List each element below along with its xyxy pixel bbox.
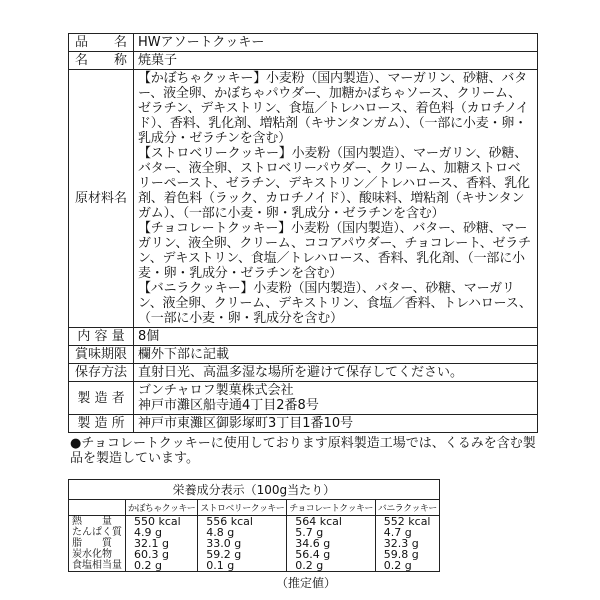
ingredients-vanilla: 【バニラクッキー】小麦粉（国内製造）、バター、砂糖、マーガリン、液全卵、クリーム、デキストリン、食塩／香料、トレハロース、（一部に小麦・卵・乳成分を含む） <box>138 281 532 326</box>
nutrition-title: 栄養成分表示（100g当たり） <box>69 480 440 500</box>
nutrient-name: 食塩相当量 <box>69 560 126 572</box>
nutrient-value: 60.3 g <box>126 549 198 560</box>
manufacturer-name: ゴンチャロフ製菓株式会社 <box>138 383 294 398</box>
nutrition-header-empty <box>69 500 126 516</box>
product-info-table <box>68 33 538 433</box>
nutrient-value: 0.2 g <box>126 560 198 572</box>
row-value: 8個 <box>134 328 538 346</box>
nutrient-name: 熱 量 <box>69 516 126 528</box>
nutrient-value: 0.1 g <box>198 560 287 572</box>
food-label <box>68 33 538 591</box>
column-strawberry: ストロベリークッキー <box>198 500 287 516</box>
row-value: 欄外下部に記載 <box>134 346 538 364</box>
nutrient-value: 59.8 g <box>375 549 439 560</box>
row-key: 製 造 者 <box>69 382 134 415</box>
row-key: 製 造 所 <box>69 415 134 433</box>
row-value: 直射日光、高温多湿な場所を避けて保存してください。 <box>134 364 538 382</box>
row-key: 内 容 量 <box>69 328 134 346</box>
nutrient-value: 34.6 g <box>287 538 376 549</box>
row-factory <box>69 415 538 433</box>
row-key: 保存方法 <box>69 364 134 382</box>
ingredients-pumpkin: 【かぼちゃクッキー】小麦粉（国内製造）、マーガリン、砂糖、バター、液全卵、かぼちゃパウダー、加糖かぼちゃソース、クリーム、ゼラチン、デキストリン、食塩／トレハロース、着色料（カロチノイド）、香料、乳化剤、増粘剤（キサンタンガム）、（一部に小麦・卵・乳成分・ゼラチンを含む） <box>138 71 529 146</box>
row-storage <box>69 364 538 382</box>
column-chocolate: チョコレートクッキー <box>287 500 376 516</box>
ingredients-strawberry: 【ストロベリークッキー】小麦粉（国内製造）、マーガリン、砂糖、バター、液全卵、ストロベリーパウダー、クリーム、加糖ストロベリーペースト、ゼラチン、デキストリン／トレハロース、香料、乳化剤、着色料（ラック、カロチノイド）、酸味料、増粘剤（キサンタンガム）、（一部に小麦・卵・乳成分・ゼラチンを含む） <box>138 146 530 221</box>
nutrient-value: 552 kcal <box>375 516 439 528</box>
row-ingredients <box>69 70 538 328</box>
nutrition-table <box>68 479 440 572</box>
row-value: HWアソートクッキー <box>134 34 538 52</box>
nutrient-value: 5.7 g <box>287 527 376 538</box>
column-vanilla: バニラクッキー <box>375 500 439 516</box>
row-key: 品 名 <box>69 34 134 52</box>
nutrient-value: 4.8 g <box>198 527 287 538</box>
nutrient-value: 4.7 g <box>375 527 439 538</box>
nutrient-value: 59.2 g <box>198 549 287 560</box>
nutrient-value: 556 kcal <box>198 516 287 528</box>
nutrient-name: たんぱく質 <box>69 527 126 538</box>
allergen-note: ●チョコレートクッキーに使用しております原料製造工場では、くるみを含む製品を製造しています。 <box>70 436 536 466</box>
row-key: 名 称 <box>69 52 134 70</box>
nutrient-value: 4.9 g <box>126 527 198 538</box>
row-key: 原材料名 <box>69 70 134 328</box>
estimate-footnote: （推定値） <box>276 576 337 590</box>
row-key: 賞味期限 <box>69 346 134 364</box>
nutrient-value: 0.2 g <box>287 560 376 572</box>
nutrient-value: 550 kcal <box>126 516 198 528</box>
nutrient-value: 56.4 g <box>287 549 376 560</box>
nutrient-value: 0.2 g <box>375 560 439 572</box>
row-product-name <box>69 34 538 52</box>
nutrient-value: 32.1 g <box>126 538 198 549</box>
manufacturer-address: 神戸市灘区船寺通4丁目2番8号 <box>138 398 319 413</box>
nutrition-section <box>68 479 538 591</box>
column-pumpkin: かぼちゃクッキー <box>126 500 198 516</box>
row-category <box>69 52 538 70</box>
nutrient-value: 564 kcal <box>287 516 376 528</box>
row-contents <box>69 328 538 346</box>
row-manufacturer <box>69 382 538 415</box>
row-value: 焼菓子 <box>134 52 538 70</box>
ingredients-chocolate: 【チョコレートクッキー】小麦粉（国内製造）、バター、砂糖、マーガリン、液全卵、クリーム、ココアパウダー、チョコレート、ゼラチン、デキストリン、食塩／トレハロース、香料、乳化剤、（一部に小麦・卵・乳成分・ゼラチンを含む） <box>138 221 531 281</box>
nutrient-name: 脂 質 <box>69 538 126 549</box>
ingredients-text <box>134 70 538 328</box>
row-value <box>134 382 538 415</box>
nutrition-row-salt <box>69 560 440 572</box>
nutrient-name: 炭水化物 <box>69 549 126 560</box>
nutrient-value: 33.0 g <box>198 538 287 549</box>
row-best-before <box>69 346 538 364</box>
row-value: 神戸市東灘区御影塚町3丁目1番10号 <box>134 415 538 433</box>
nutrient-value: 32.3 g <box>375 538 439 549</box>
nutrition-header-row <box>69 500 440 516</box>
